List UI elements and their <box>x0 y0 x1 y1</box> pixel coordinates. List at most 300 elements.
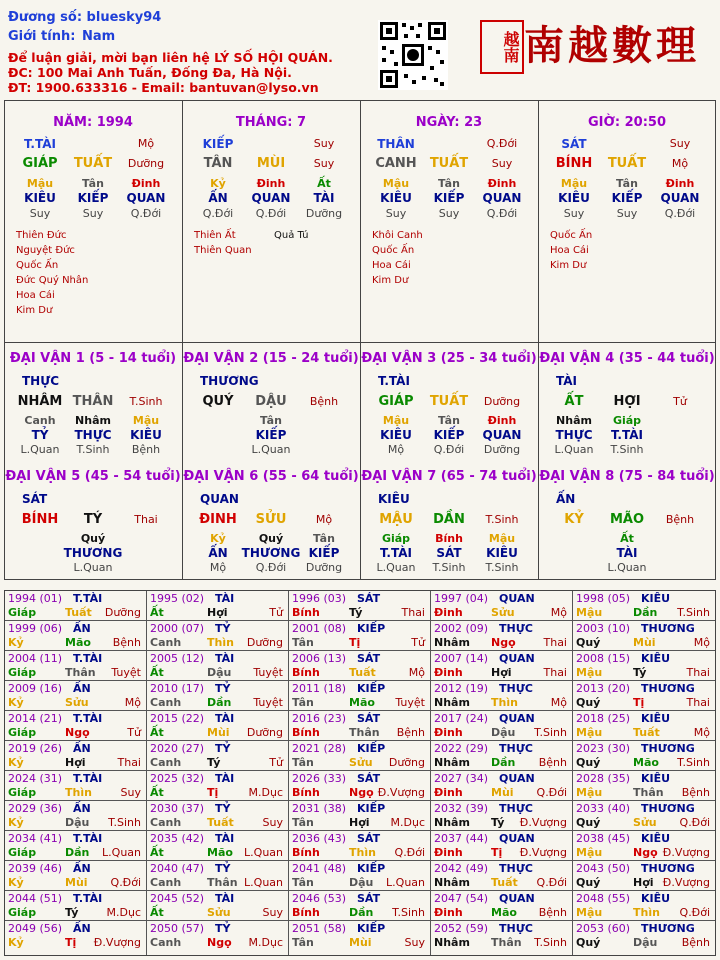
year-god: ẤN <box>73 622 91 635</box>
year-cell <box>5 591 147 621</box>
year-stem: Bính <box>292 786 320 799</box>
hidden-stem: Giáp <box>612 414 642 427</box>
hidden-god: THỰC <box>555 428 593 442</box>
year-stem: Quý <box>576 636 601 649</box>
pillar-stem-god: THÂN <box>377 137 415 151</box>
year-phase: Dưỡng <box>246 726 283 739</box>
year-label: 2050 (57) <box>150 922 205 935</box>
year-god: QUAN <box>499 892 535 905</box>
year-cell <box>289 681 431 711</box>
year-god: ẤN <box>73 802 91 815</box>
hidden-stem: Mậu <box>132 414 160 427</box>
pillar-branch: TUẤT <box>607 156 647 171</box>
year-phase: Q.Đới <box>679 906 710 919</box>
gender-label: Giới tính: <box>8 29 76 44</box>
hidden-god: T.TÀI <box>611 428 643 442</box>
year-cell <box>289 621 431 651</box>
hidden-stem: Đinh <box>256 177 286 190</box>
year-label: 2007 (14) <box>434 652 489 665</box>
year-label: 2004 (11) <box>8 652 63 665</box>
hidden-state: Q.Đới <box>255 561 287 574</box>
year-cell <box>431 891 573 921</box>
hidden-stem: Mậu <box>382 177 410 190</box>
year-label: 2020 (27) <box>150 742 205 755</box>
year-god: ẤN <box>73 682 91 695</box>
year-god: T.TÀI <box>73 832 103 845</box>
year-god: SÁT <box>357 592 381 605</box>
pillar-stem: GIÁP <box>22 156 58 171</box>
year-cell <box>573 771 715 801</box>
year-cell <box>5 621 147 651</box>
year-stem: Quý <box>576 816 601 829</box>
year-cell <box>147 801 289 831</box>
year-cell <box>5 711 147 741</box>
year-stem: Đinh <box>434 906 463 919</box>
year-god: THƯƠNG <box>641 742 695 755</box>
year-label: 2040 (47) <box>150 862 205 875</box>
pillar-star: Thiên Quan <box>194 245 252 256</box>
year-branch: Dần <box>349 906 374 919</box>
year-label: 2002 (09) <box>434 622 489 635</box>
hidden-stem: Mậu <box>560 177 588 190</box>
year-label: 2009 (16) <box>8 682 63 695</box>
hidden-state: T.Sinh <box>610 443 644 456</box>
year-god: QUAN <box>499 592 535 605</box>
year-stem: Ất <box>150 846 164 859</box>
hidden-stem: Canh <box>24 414 56 427</box>
hidden-state: Suy <box>29 207 51 220</box>
hidden-state: Q.Đới <box>433 443 465 456</box>
dai-van-god: THƯƠNG <box>200 374 259 388</box>
hidden-state: T.Sinh <box>485 561 519 574</box>
hidden-state: Suy <box>563 207 585 220</box>
year-branch: Thân <box>633 786 664 799</box>
year-phase: Q.Đới <box>394 846 425 859</box>
year-phase: Thai <box>543 636 567 649</box>
year-stem: Canh <box>150 696 182 709</box>
hidden-state: Bệnh <box>131 443 161 456</box>
year-phase: Tử <box>269 756 283 769</box>
hidden-god: KIẾP <box>255 428 287 442</box>
hidden-stem: Tân <box>260 414 282 427</box>
year-stem: Bính <box>292 906 320 919</box>
year-cell <box>147 921 289 955</box>
year-label: 2043 (50) <box>576 862 631 875</box>
hidden-stem: Tân <box>438 177 460 190</box>
hidden-state: Dưỡng <box>483 443 521 456</box>
hidden-state: Suy <box>616 207 638 220</box>
pillar-branch: MÙI <box>256 156 286 171</box>
year-label: 1994 (01) <box>8 592 63 605</box>
pillar-star: Thiên Ất <box>194 230 236 241</box>
year-cell <box>573 861 715 891</box>
year-branch: Sửu <box>349 756 373 769</box>
pillar-panel <box>182 100 360 342</box>
pillar-stem-state: Q.Đới <box>486 137 518 150</box>
year-branch: Tị <box>207 786 219 799</box>
year-stem: Canh <box>150 936 182 949</box>
year-god: SÁT <box>357 892 381 905</box>
hidden-state: L.Quan <box>607 561 647 574</box>
hidden-god: QUAN <box>251 191 291 205</box>
year-cell <box>5 681 147 711</box>
year-branch: Thân <box>207 876 238 889</box>
dai-van-stem: ĐINH <box>199 512 237 527</box>
hidden-stem: Quý <box>258 532 284 545</box>
year-label: 2046 (53) <box>292 892 347 905</box>
year-stem: Mậu <box>576 846 603 859</box>
pillar-stem-state: Suy <box>669 137 691 150</box>
year-phase: M.Dục <box>248 936 283 949</box>
year-cell <box>431 621 573 651</box>
year-god: KIẾP <box>357 862 386 875</box>
year-branch: Mùi <box>633 636 656 649</box>
dai-van-title: ĐẠI VẬN 2 (15 - 24 tuổi) <box>183 351 359 366</box>
hidden-god: THỰC <box>74 428 112 442</box>
year-stem: Canh <box>150 876 182 889</box>
hidden-state: Q.Đới <box>486 207 518 220</box>
year-cell <box>573 591 715 621</box>
year-stem: Bính <box>292 666 320 679</box>
year-cell <box>5 801 147 831</box>
dai-van-phase: Bệnh <box>665 513 695 526</box>
year-branch: Mùi <box>65 876 88 889</box>
year-god: KIÊU <box>641 892 671 905</box>
hidden-state: Dưỡng <box>305 561 343 574</box>
hidden-state: Q.Đới <box>202 207 234 220</box>
year-branch: Thìn <box>633 906 660 919</box>
year-god: TỶ <box>215 862 231 875</box>
year-god: THƯƠNG <box>641 922 695 935</box>
year-cell <box>573 891 715 921</box>
year-branch: Tị <box>491 846 503 859</box>
year-label: 2026 (33) <box>292 772 347 785</box>
hidden-god: ẤN <box>208 191 228 205</box>
year-branch: Sửu <box>207 906 231 919</box>
year-branch: Tý <box>633 666 647 679</box>
year-stem: Canh <box>150 636 182 649</box>
dai-van-panel <box>538 460 716 578</box>
year-label: 2052 (59) <box>434 922 489 935</box>
year-stem: Bính <box>292 846 320 859</box>
year-phase: Thai <box>686 666 710 679</box>
year-cell <box>431 831 573 861</box>
year-stem: Kỷ <box>8 816 24 829</box>
year-branch: Mùi <box>207 726 230 739</box>
hidden-stem: Bính <box>435 532 463 545</box>
hidden-god: KIÊU <box>24 191 56 205</box>
year-phase: Bệnh <box>681 936 710 949</box>
hidden-stem: Mậu <box>26 177 54 190</box>
year-cell <box>147 591 289 621</box>
year-branch: Dậu <box>349 876 374 889</box>
year-stem: Đinh <box>434 786 463 799</box>
year-branch: Thân <box>65 666 96 679</box>
pillar-panel <box>360 100 538 342</box>
hidden-state: Q.Đới <box>255 207 287 220</box>
dai-van-god: T.TÀI <box>378 374 410 388</box>
year-label: 2049 (56) <box>8 922 63 935</box>
dai-van-panel <box>182 342 360 460</box>
year-phase: M.Dục <box>106 906 141 919</box>
year-phase: T.Sinh <box>108 816 141 829</box>
year-stem: Mậu <box>576 666 603 679</box>
year-god: TỶ <box>215 802 231 815</box>
year-phase: Tử <box>127 726 141 739</box>
year-stem: Kỷ <box>8 756 24 769</box>
year-stem: Bính <box>292 606 320 619</box>
year-cell <box>431 861 573 891</box>
hidden-god: KIẾP <box>433 191 465 205</box>
year-cell <box>5 651 147 681</box>
year-branch: Ngọ <box>65 726 90 739</box>
year-phase: Q.Đới <box>679 816 710 829</box>
year-stem: Giáp <box>8 666 37 679</box>
year-label: 2001 (08) <box>292 622 347 635</box>
year-god: KIẾP <box>357 922 386 935</box>
year-stem: Nhâm <box>434 936 470 949</box>
year-cell <box>573 651 715 681</box>
pillar-star: Kim Dư <box>16 305 53 316</box>
pillar-title: GIỜ: 20:50 <box>588 115 666 130</box>
pillar-branch: TUẤT <box>429 156 469 171</box>
year-god: TỶ <box>215 682 231 695</box>
year-stem: Ất <box>150 666 164 679</box>
year-branch: Tị <box>633 696 645 709</box>
year-god: KIẾP <box>357 682 386 695</box>
dai-van-panel <box>360 342 538 460</box>
year-stem: Tân <box>292 636 314 649</box>
year-branch: Dần <box>207 696 232 709</box>
year-god: QUAN <box>499 712 535 725</box>
pillar-star: Hoa Cái <box>372 260 411 271</box>
address-line: ĐC: 100 Mai Anh Tuấn, Đống Đa, Hà Nội. <box>8 65 292 80</box>
year-phase: Mộ <box>408 666 425 679</box>
hidden-god: KIÊU <box>558 191 590 205</box>
pillar-branch-state: Mộ <box>671 157 689 170</box>
year-branch: Sửu <box>65 696 89 709</box>
year-label: 2016 (23) <box>292 712 347 725</box>
year-god: THỰC <box>499 862 533 875</box>
year-phase: Mộ <box>693 636 710 649</box>
hidden-state: T.Sinh <box>76 443 110 456</box>
dai-van-title: ĐẠI VẬN 6 (55 - 64 tuổi) <box>183 469 359 484</box>
hidden-state: Suy <box>438 207 460 220</box>
year-god: KIÊU <box>641 772 671 785</box>
year-stem: Mậu <box>576 606 603 619</box>
dai-van-stem: GIÁP <box>378 394 414 409</box>
pillar-star: Quốc Ấn <box>16 260 59 271</box>
year-label: 2028 (35) <box>576 772 631 785</box>
year-label: 2005 (12) <box>150 652 205 665</box>
year-branch: Mão <box>65 636 91 649</box>
pillar-stem-god: T.TÀI <box>24 137 56 151</box>
hidden-state: T.Sinh <box>432 561 466 574</box>
year-phase: Suy <box>262 816 283 829</box>
year-branch: Tuất <box>349 666 376 679</box>
qr-code-icon <box>378 20 448 90</box>
annual-luck-grid <box>4 590 716 956</box>
dai-van-branch: THÂN <box>72 394 114 409</box>
year-stem: Giáp <box>8 726 37 739</box>
year-branch: Ngọ <box>633 846 658 859</box>
year-cell <box>431 591 573 621</box>
year-label: 2015 (22) <box>150 712 205 725</box>
year-cell <box>5 741 147 771</box>
year-stem: Canh <box>150 756 182 769</box>
year-cell <box>5 921 147 955</box>
year-label: 1998 (05) <box>576 592 631 605</box>
year-god: TÀI <box>215 712 235 725</box>
year-phase: Suy <box>404 936 425 949</box>
year-stem: Kỷ <box>8 936 24 949</box>
dai-van-title: ĐẠI VẬN 1 (5 - 14 tuổi) <box>9 351 177 366</box>
hidden-stem: Tân <box>82 177 104 190</box>
hidden-state: Q.Đới <box>130 207 162 220</box>
year-phase: L.Quan <box>102 846 141 859</box>
year-cell <box>289 771 431 801</box>
pillar-title: THÁNG: 7 <box>235 115 307 130</box>
hidden-state: L.Quan <box>376 561 416 574</box>
year-cell <box>573 831 715 861</box>
hidden-stem: Nhâm <box>75 414 111 427</box>
year-cell <box>289 831 431 861</box>
pillar-star: Quả Tú <box>274 230 309 241</box>
year-stem: Tân <box>292 936 314 949</box>
pillar-branch-state: Suy <box>491 157 513 170</box>
year-stem: Đinh <box>434 846 463 859</box>
year-god: T.TÀI <box>73 772 103 785</box>
dai-van-phase: T.Sinh <box>485 513 519 526</box>
year-label: 2048 (55) <box>576 892 631 905</box>
pillar-star: Khôi Canh <box>372 230 423 241</box>
dai-van-title: ĐẠI VẬN 8 (75 - 84 tuổi) <box>539 469 715 484</box>
year-cell <box>573 921 715 955</box>
year-label: 1999 (06) <box>8 622 63 635</box>
dai-van-phase: Mộ <box>315 513 333 526</box>
dai-van-branch: TUẤT <box>429 394 469 409</box>
year-branch: Tuất <box>491 876 518 889</box>
year-label: 2041 (48) <box>292 862 347 875</box>
pillar-star: Đức Quý Nhân <box>16 275 89 286</box>
hidden-god: THƯƠNG <box>63 546 123 560</box>
year-cell <box>147 831 289 861</box>
hidden-god: KIẾP <box>611 191 643 205</box>
year-branch: Dậu <box>65 816 90 829</box>
year-god: THƯƠNG <box>641 862 695 875</box>
year-god: KIÊU <box>641 832 671 845</box>
year-phase: Bệnh <box>112 636 141 649</box>
year-branch: Thân <box>491 936 522 949</box>
year-stem: Quý <box>576 696 601 709</box>
year-branch: Thìn <box>349 846 376 859</box>
year-label: 2006 (13) <box>292 652 347 665</box>
year-stem: Nhâm <box>434 816 470 829</box>
year-god: ẤN <box>73 922 91 935</box>
year-phase: Q.Đới <box>110 876 141 889</box>
hidden-god: KIẾP <box>433 428 465 442</box>
year-stem: Canh <box>150 816 182 829</box>
pillar-stem: BÍNH <box>555 156 593 171</box>
year-branch: Dậu <box>491 726 516 739</box>
year-cell <box>573 801 715 831</box>
year-cell <box>431 921 573 955</box>
year-stem: Quý <box>576 936 601 949</box>
year-label: 2014 (21) <box>8 712 63 725</box>
hidden-stem: Kỷ <box>210 177 226 190</box>
hidden-god: QUAN <box>126 191 166 205</box>
hidden-stem: Nhâm <box>556 414 592 427</box>
year-branch: Tuất <box>65 606 92 619</box>
year-stem: Đinh <box>434 666 463 679</box>
year-branch: Mùi <box>349 936 372 949</box>
pillar-stem-state: Suy <box>313 137 335 150</box>
year-cell <box>431 771 573 801</box>
year-branch: Mão <box>349 696 375 709</box>
year-god: KIÊU <box>641 592 671 605</box>
year-god: KIẾP <box>357 742 386 755</box>
year-label: 2037 (44) <box>434 832 489 845</box>
year-god: ẤN <box>73 742 91 755</box>
year-god: QUAN <box>499 832 535 845</box>
year-label: 2018 (25) <box>576 712 631 725</box>
year-branch: Mão <box>633 756 659 769</box>
year-phase: L.Quan <box>386 876 425 889</box>
hidden-state: Mộ <box>387 443 405 456</box>
pillar-star: Thiên Đức <box>16 230 67 241</box>
year-label: 2034 (41) <box>8 832 63 845</box>
year-cell <box>289 591 431 621</box>
year-phase: Suy <box>262 906 283 919</box>
year-god: QUAN <box>499 652 535 665</box>
year-phase: Q.Đới <box>536 876 567 889</box>
year-god: TÀI <box>215 652 235 665</box>
hidden-stem: Quý <box>80 532 106 545</box>
year-label: 2044 (51) <box>8 892 63 905</box>
year-branch: Sửu <box>491 606 515 619</box>
year-stem: Tân <box>292 756 314 769</box>
year-label: 1997 (04) <box>434 592 489 605</box>
year-phase: Dưỡng <box>388 756 425 769</box>
phone-email-line: ĐT: 1900.633316 - Email: bantuvan@lyso.vn <box>8 80 319 95</box>
hidden-stem: Mậu <box>488 532 516 545</box>
dai-van-god: ẤN <box>556 492 576 506</box>
year-stem: Giáp <box>8 846 37 859</box>
hidden-god: TÀI <box>313 191 335 205</box>
hidden-god: TỶ <box>31 428 49 442</box>
year-cell <box>431 801 573 831</box>
year-label: 1995 (02) <box>150 592 205 605</box>
year-stem: Giáp <box>8 786 37 799</box>
year-cell <box>147 651 289 681</box>
year-label: 2053 (60) <box>576 922 631 935</box>
pillar-title: NGÀY: 23 <box>415 115 483 130</box>
pillar-title: NĂM: 1994 <box>53 115 133 130</box>
year-phase: T.Sinh <box>677 606 710 619</box>
dai-van-stem: BÍNH <box>21 512 59 527</box>
year-stem: Đinh <box>434 606 463 619</box>
year-branch: Tý <box>349 606 363 619</box>
year-stem: Nhâm <box>434 636 470 649</box>
year-branch: Mão <box>491 906 517 919</box>
year-phase: Đ.Vượng <box>377 786 425 799</box>
year-label: 2029 (36) <box>8 802 63 815</box>
hidden-state: Suy <box>82 207 104 220</box>
year-branch: Thìn <box>207 636 234 649</box>
dai-van-title: ĐẠI VẬN 4 (35 - 44 tuổi) <box>539 351 715 366</box>
year-branch: Hợi <box>491 666 512 679</box>
year-god: THỰC <box>499 742 533 755</box>
